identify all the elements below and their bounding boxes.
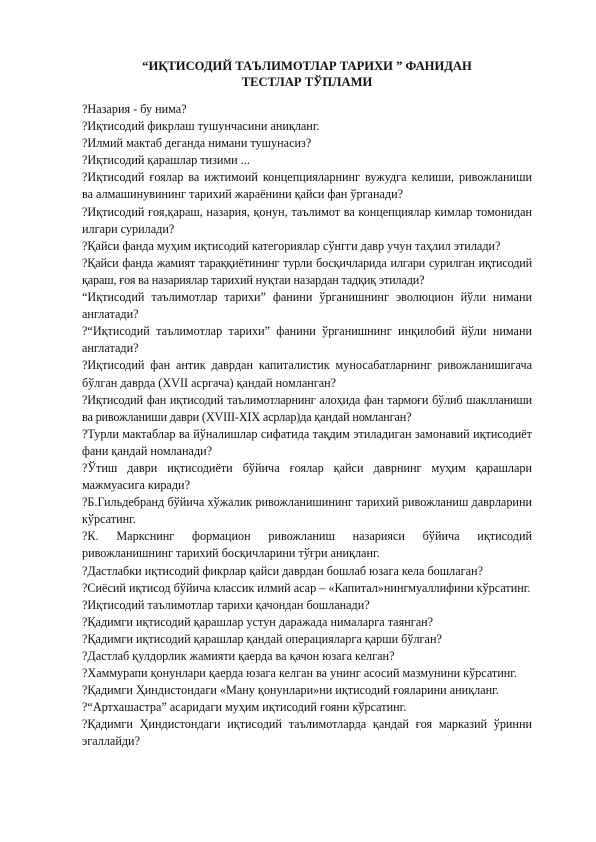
question-item: ?Қадимги Ҳиндистондаги иқтисодий таълимотларда қандай ғоя марказий ўринни эгаллайди?	[82, 717, 532, 749]
question-item: ?Иқтисодий таълимотлар тарихи қачондан бошланади?	[82, 597, 370, 612]
question-item: ?Иқтисодий ғоя,қараш, назария, қонун, таълимот ва концепциялар кимлар томонидан илгари сурилади?	[82, 204, 532, 236]
question-item: ?Қадимги Ҳиндистондаги «Ману қонунлари»ни иқтисодий ғояларини аниқланг.	[82, 683, 499, 698]
question-item: ?Сиёсий иқтисод бўйича классик илмий асар – «Капитал»нингмуаллифини кўрсатинг.	[82, 580, 531, 595]
question-item: ?Дастлабки иқтисодий фикрлар қайси даврдан бошлаб юзага кела бошлаган?	[82, 563, 483, 578]
question-item: ?Иқтисодий фан антик даврдан капиталистик муносабатларнинг ривожланишигача бўлган даврда (XVII асргача) қандай номланган?	[82, 358, 532, 390]
question-item: ?Назария - бу нима?	[82, 102, 187, 116]
question-item: ?Иқтисодий қарашлар тизими ...	[82, 153, 250, 168]
question-item: ?Иқтисодий фан иқтисодий таълимотларнинг алоҳида фан тармоғи бўлиб шаклланиши ва ривожланиши даври (XVIII-XIX асрлар)да қандай номланган?	[82, 392, 532, 424]
question-item: ?Иқтисодий фикрлаш тушунчасини аниқланг.	[82, 119, 320, 134]
question-list	[82, 101, 532, 751]
title-line-1: “ИҚТИСОДИЙ ТАЪЛИМОТЛАР ТАРИХИ ” ФАНИДАН	[142, 59, 472, 73]
question-item: “Иқтисодий таълимотлар тарихи” фанини ўрганишнинг эволюцион йўли нимани англатади?	[82, 290, 532, 322]
question-item: ?“Артхашастра” асаридаги муҳим иқтисодий ғояни кўрсатинг.	[82, 700, 407, 715]
question-item: ?Хаммурапи қонунлари қаерда юзага келган ва унинг асосий мазмунини кўрсатинг.	[82, 666, 517, 681]
question-item: ?Қайси фанда муҳим иқтисодий категориялар сўнгги давр учун таҳлил этилади?	[82, 238, 501, 253]
question-item: ?Иқтисодий ғоялар ва ижтимоий концепцияларнинг вужудга келиши, ривожланиши ва алмашинувининг тарихий жараёнини қайси фан ўрганади?	[82, 170, 532, 202]
question-item: ?Б.Гильдебранд бўйича хўжалик ривожланишининг тарихий ривожланиш даврларини кўрсатинг.	[82, 495, 532, 527]
question-item: ?“Иқтисодий таълимотлар тарихи” фанини ўрганишнинг инқилобий йўли нимани англатади?	[82, 324, 532, 356]
question-item: ?Қадимги иқтисодий қарашлар устун даражада нималарга таянган?	[82, 614, 434, 629]
question-item: ?Қайси фанда жамият тараққиётининг турли босқичларида илгари сурилган иқтисодий қараш, ғоя ва назариялар тарихий нуқтаи назардан тадқиқ этилади?	[82, 255, 532, 287]
title-line-2: ТЕСТЛАР ТЎПЛАМИ	[241, 75, 373, 89]
question-item: ?Дастлаб қулдорлик жамияти қаерда ва қачон юзага келган?	[82, 649, 395, 663]
document-title	[82, 58, 532, 90]
question-item: ?Ўтиш даври иқтисодиёти бўйича ғоялар қайси даврнинг муҳим қарашлари мажмуасига киради?	[82, 460, 532, 493]
question-item: ?Илмий мактаб деганда нимани тушунасиз?	[82, 136, 312, 151]
question-item: ?Қадимги иқтисодий қарашлар қандай операцияларга қарши бўлган?	[82, 631, 442, 646]
question-item: ?Турли мактаблар ва йўналишлар сифатида тақдим этиладиган замонавий иқтисодиёт фани қандай номланади?	[82, 426, 532, 458]
question-item: ?К. Маркснинг формацион ривожланиш назарияси бўйича иқтисодий ривожланишнинг тарихий босқичларини тўғри аниқланг.	[82, 529, 532, 561]
